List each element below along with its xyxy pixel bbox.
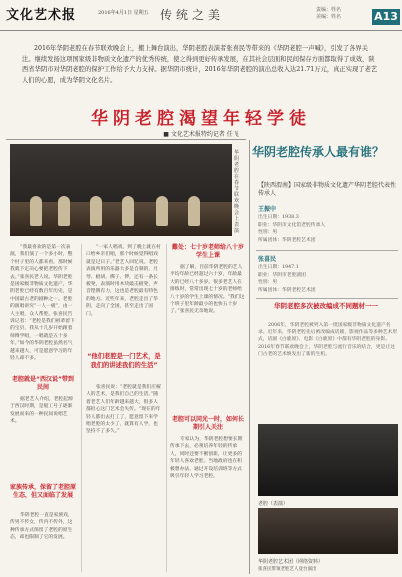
inheritor-name: 张喜民 [258, 256, 277, 263]
profile-line: 性别：男 [258, 280, 278, 285]
sidebar-rule [249, 140, 250, 574]
pull-quote: “他们老腔是一门艺术，是我们的讲述我们的生活” [87, 353, 161, 369]
column-text: 华阴老腔一直是家族戏，传男不传女，传内不传外，这种传承方式保留了老腔的原生态，却也限制了它的发展。 [10, 513, 73, 541]
column-text: 据了解，目前华阴老腔的艺人平均年龄已经超过六十岁，年龄最大的已经八十多岁。很多老艺人在排练时，常常出现七十岁的老师给八十岁的学生上课的情况。“我们这个班子里年龄最小的也快五十岁了。”张喜民无奈地说。 [170, 265, 245, 315]
column-rule [166, 244, 167, 572]
sidebar-text: 2006年，华阴老腔被列入第一批国家级非物质文化遗产名录。近年来，华阴老腔先后被改编成话剧、影视作品等多种艺术形式，话剧《白鹿原》、电影《白鹿原》中都有华阴老腔的身影。2016年春节联欢晚会上，华阴老腔与流行音乐的结合，更是让这门古老的艺术焕发出了新的生机。 [258, 323, 398, 357]
intro-paragraph: 2016年华阴老腔在春节联欢晚会上，搬上舞台演出，华阴老腔表演者张喜民等带来的《华阴老腔一声喊》，引发了各界关注。继续发扬这项国家级非物质文化遗产的优秀传统，使之得到更好传承发展，在其社会层面和民间保存方面都取得了成效，陕西省华阴市对华阴老腔的保护工作给予大力支持。据华阴市统计，2016年华阴老腔的演出总收入达21.71万元，真正实现了老艺人们的心愿，成为华阴文化名片。 [22, 45, 378, 84]
divider [256, 250, 398, 251]
photo-caption: 华阴老腔在春节联欢晚会上表演 [234, 150, 240, 234]
subheading: 家族传承，保留了老腔原生态，但又面临了发展 [10, 484, 77, 499]
designer-line: 美编：姓名 [316, 14, 342, 20]
masthead: 文化艺术报 [6, 8, 77, 23]
article-byline: ■ 文化艺术报特约记者 任飞 [163, 131, 239, 138]
inheritor-profile [258, 264, 316, 294]
profile-line: 职业：华阴市老腔剧团 [258, 272, 306, 278]
section-title: 传统之美 [160, 8, 225, 22]
performer-figure [188, 196, 200, 226]
subheading: 難处：七十岁老师给八十岁学生上课 [171, 244, 244, 259]
article-headline: 华阴老腔渴望年轻学徒 [91, 109, 311, 129]
page-number: A13 [372, 9, 400, 25]
column-text: 据老艺人介绍，老腔起源于西汉时期，是船工号子逐渐发展而来的一种民间说唱艺术。 [10, 397, 73, 425]
performer-figure [58, 196, 70, 226]
profile-line: 出生日期：1938.3 [258, 215, 299, 220]
subheading: 老腔就是“西汉说”带到民间 [12, 376, 74, 391]
performer-figure [156, 196, 168, 226]
column-text: 张喜民说：“老腔就是我们庄稼人的艺术，是我们自己的生活。”随着老艺人们年龄越来越大，很多人都担心这门艺术会失传。“现在的年轻人都出去打工了，愿意留下来学唱老腔的太少了，就算有人学，也坚持不了多久。” [86, 385, 161, 435]
article-column-2 [86, 244, 162, 348]
column-text: 专家认为，华阴老腔想要长期传承下去，必须培养年轻的传承人，同时还要不断创新，让更多的年轻人喜欢老腔。当地政府也在积极想办法，通过开设培训班等方式吸引年轻人学习老腔。 [170, 437, 243, 480]
column-text: “一家人唱戏，到了晚上就在村口给乡亲们唱，那个时候觉得唱戏就是过日子。”老艺人回忆说。老腔表演所用的乐器大多是自制的，月琴、板胡、梆子、锣，还有一条长板凳，表演时用木块敲击板凳，声音铿锵有力，这也是老腔最有特色的地方。近些年来，老腔走出了华阴，走向了全国，甚至走出了国门。 [86, 245, 161, 317]
column-text: “我最喜欢的是第一次表演，我们演了一个多小时，整个村子里的人都来看，那时候我就下定决心要把老腔传下去。”张喜民老人说。华阴老腔是国家级非物质文化遗产，华阴老腔已经有数百年历史，是中国最古老的剧种之一。老腔的演唱讲究“一人一板”，由一人主唱，众人帮腔。张喜民告诉记者：“老腔是我们祖辈留下的宝贝，我从十几岁开始跟着师傅学唱，一唱就是五十多年。”如今的华阴老腔虽然名气越来越大，可是愿意学习的年轻人却不多。 [10, 245, 75, 362]
column-rule [81, 244, 82, 572]
profile-line: 性别：男 [258, 230, 278, 235]
profile-line: 职业：华阴市文化馆老腔传承人 [258, 222, 326, 228]
divider [256, 298, 398, 299]
inheritor-name: 王振中 [258, 206, 277, 213]
sidebar-title: 华阴老腔传承人最有谁？ [252, 145, 385, 159]
inheritor-profile [258, 214, 325, 244]
issue-date: 2016年4月1日 星期五 [98, 10, 149, 16]
footnote: 张喜民带领老腔艺人登台演出 [258, 567, 317, 572]
performer-figure [90, 196, 102, 226]
page-header [0, 0, 402, 31]
editor-credits [316, 7, 341, 21]
divider [6, 139, 246, 140]
photo-caption: 老腔（表演） [258, 501, 289, 507]
photo-caption: 华阴老腔艺术团（网络资料） [258, 559, 324, 565]
troupe-photo [258, 508, 398, 554]
performance-photo [10, 144, 232, 236]
sidebar-section-title: 华阴老腔多次被改编成不同题材一一 [274, 302, 378, 310]
profile-line: 所属团体：华阴老腔艺术团 [258, 237, 316, 243]
profile-line: 所属团体：华阴老腔艺术团 [258, 287, 316, 293]
subheading: 老腔可以同光一时，如何长期引人关注 [171, 416, 244, 431]
profile-line: 出生日期：1947.1 [258, 265, 299, 270]
performer-figure [122, 196, 134, 226]
sidebar-subtitle: 【陕西渭南】国家级非物质文化遗产华阴老腔代表性传承人 [258, 182, 397, 197]
performer-figure [30, 196, 42, 226]
editor-line: 责编：姓名 [316, 7, 342, 13]
performance-photo [258, 424, 398, 496]
